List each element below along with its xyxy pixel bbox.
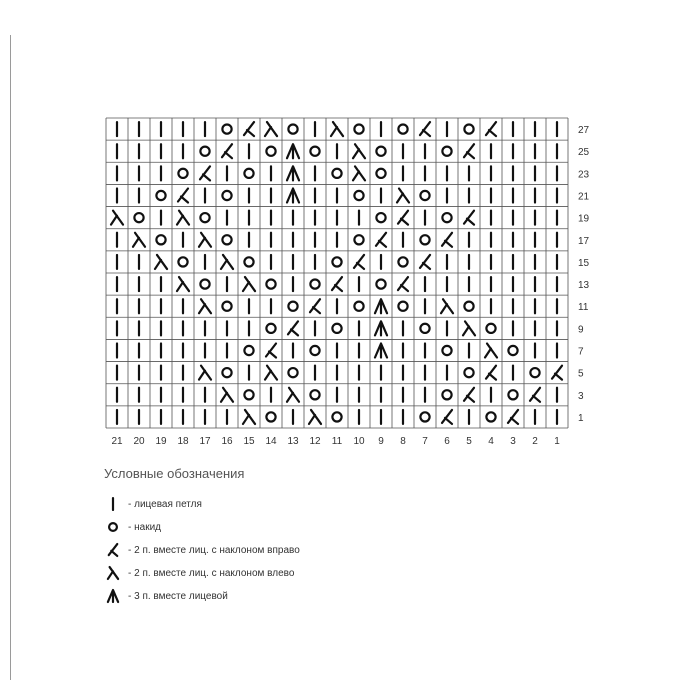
legend-item: [104, 585, 524, 607]
chart-cell: [177, 277, 189, 291]
chart-cell: [530, 368, 539, 377]
chart-cell: [376, 279, 385, 288]
chart-cell: [485, 344, 497, 358]
k2tog-left-icon: [104, 562, 126, 584]
chart-cell: [310, 147, 319, 156]
legend-item-text: - лицевая петля: [128, 498, 202, 510]
chart-cell: [442, 390, 451, 399]
chart-cell: [200, 279, 209, 288]
chart-cell: [353, 144, 365, 158]
chart-cell: [134, 213, 143, 222]
chart-cell: [199, 299, 211, 313]
chart-cell: [266, 147, 275, 156]
column-number-label: 3: [510, 436, 516, 447]
chart-cell: [310, 279, 319, 288]
chart-cell: [310, 346, 319, 355]
chart-cell: [266, 412, 275, 421]
column-number-label: 15: [243, 436, 255, 447]
chart-cell: [354, 191, 363, 200]
chart-cell: [420, 324, 429, 333]
column-number-label: 20: [133, 436, 145, 447]
chart-cell: [420, 412, 429, 421]
chart-cell: [376, 147, 385, 156]
chart-cell: [287, 189, 299, 203]
legend-title: Условные обозначения: [104, 466, 245, 481]
chart-cell: [244, 346, 253, 355]
chart-cell: [243, 410, 255, 424]
chart-cell: [376, 233, 386, 247]
chart-cell: [464, 211, 474, 225]
chart-cell: [420, 235, 429, 244]
knit-stitch-icon: [104, 493, 126, 515]
row-number-label: 17: [578, 235, 590, 247]
column-number-label: 1: [554, 436, 560, 447]
column-number-label: 10: [353, 436, 365, 447]
row-number-label: 9: [578, 324, 584, 336]
chart-cell: [222, 124, 231, 133]
row-number-label: 27: [578, 125, 590, 137]
yarn-over-icon: [104, 516, 126, 538]
chart-cell: [397, 189, 409, 203]
column-number-label: 14: [265, 436, 277, 447]
k2tog-right-icon: [104, 539, 126, 561]
chart-cell: [243, 277, 255, 291]
chart-cell: [420, 255, 430, 269]
chart-cell: [332, 169, 341, 178]
column-number-label: 16: [221, 436, 233, 447]
chart-cell: [222, 191, 231, 200]
chart-cell: [177, 211, 189, 225]
chart-cell: [221, 255, 233, 269]
column-number-label: 19: [155, 436, 167, 447]
chart-cell: [464, 368, 473, 377]
chart-cell: [222, 235, 231, 244]
column-number-label: 12: [309, 436, 321, 447]
chart-cell: [222, 144, 232, 158]
row-number-label: 19: [578, 213, 590, 225]
column-number-label: 2: [532, 436, 538, 447]
chart-cell: [111, 211, 123, 225]
chart-cell: [288, 124, 297, 133]
chart-cell: [464, 388, 474, 402]
chart-cell: [420, 122, 430, 136]
chart-cell: [375, 321, 387, 335]
chart-cell: [309, 410, 321, 424]
chart-cell: [530, 388, 540, 402]
chart-cell: [463, 321, 475, 335]
chart-cell: [442, 346, 451, 355]
chart-cell: [332, 324, 341, 333]
legend-item-text: - 2 п. вместе лиц. с наклоном влево: [128, 567, 295, 579]
chart-cell: [375, 344, 387, 358]
chart-cell: [244, 122, 254, 136]
chart-cell: [133, 233, 145, 247]
chart-cell: [398, 277, 408, 291]
chart-cell: [155, 255, 167, 269]
chart-cell: [486, 324, 495, 333]
chart-cell: [266, 344, 276, 358]
legend-item-text: - 2 п. вместе лиц. с наклоном вправо: [128, 544, 300, 556]
chart-cell: [376, 169, 385, 178]
chart-cell: [156, 191, 165, 200]
chart-cell: [441, 299, 453, 313]
row-number-label: 1: [578, 412, 584, 424]
legend-item: [104, 516, 524, 538]
legend-item: [104, 562, 524, 584]
legend-item-text: - накид: [128, 521, 161, 533]
chart-cell: [354, 124, 363, 133]
chart-cell: [464, 144, 474, 158]
chart-cell: [265, 122, 277, 136]
chart-cell: [375, 299, 387, 313]
legend-item-text: - 3 п. вместе лицевой: [128, 590, 228, 602]
row-number-label: 11: [578, 302, 589, 314]
chart-cell: [486, 412, 495, 421]
chart-cell: [331, 122, 343, 136]
chart-cell: [354, 235, 363, 244]
chart-cell: [266, 324, 275, 333]
column-number-label: 13: [287, 436, 299, 447]
legend: [104, 466, 524, 608]
chart-cell: [376, 213, 385, 222]
chart-cell: [200, 213, 209, 222]
chart-cell: [287, 166, 299, 180]
chart-cell: [244, 257, 253, 266]
chart-cell: [464, 124, 473, 133]
chart-cell: [398, 124, 407, 133]
chart-cell: [332, 277, 342, 291]
row-number-label: 7: [578, 346, 584, 358]
row-number-label: 23: [578, 169, 590, 181]
chart-cell: [508, 346, 517, 355]
chart-cell: [464, 302, 473, 311]
chart-cell: [508, 390, 517, 399]
row-number-label: 21: [578, 191, 590, 203]
chart-cell: [398, 257, 407, 266]
column-number-label: 11: [331, 436, 343, 447]
row-number-label: 3: [578, 390, 584, 402]
chart-cell: [353, 166, 365, 180]
chart-cell: [442, 213, 451, 222]
row-number-label: 5: [578, 368, 584, 380]
chart-cell: [178, 169, 187, 178]
chart-cell: [442, 233, 452, 247]
chart-cell: [265, 366, 277, 380]
chart-cell: [310, 299, 320, 313]
chart-cell: [288, 368, 297, 377]
column-number-label: 7: [422, 436, 428, 447]
chart-cell: [222, 302, 231, 311]
chart-cell: [178, 189, 188, 203]
legend-item: [104, 539, 524, 561]
legend-items: [104, 493, 524, 607]
chart-cell: [354, 255, 364, 269]
chart-cell: [310, 390, 319, 399]
chart-cell: [287, 144, 299, 158]
chart-cell: [200, 166, 210, 180]
chart-cell: [222, 368, 231, 377]
chart-cell: [244, 390, 253, 399]
row-number-label: 15: [578, 257, 590, 269]
chart-cell: [199, 366, 211, 380]
chart-cell: [332, 412, 341, 421]
column-number-label: 21: [111, 436, 123, 447]
column-number-label: 6: [444, 436, 450, 447]
chart-cell: [486, 366, 496, 380]
row-number-label: 25: [578, 147, 590, 159]
chart-cell: [221, 388, 233, 402]
row-number-label: 13: [578, 280, 590, 292]
chart-cell: [178, 257, 187, 266]
legend-item: [104, 493, 524, 515]
chart-cell: [244, 169, 253, 178]
chart-cell: [398, 302, 407, 311]
chart-cell: [288, 302, 297, 311]
chart-cell: [508, 410, 518, 424]
chart-grid: [106, 118, 568, 428]
chart-cell: [354, 302, 363, 311]
column-number-label: 8: [400, 436, 406, 447]
column-number-label: 5: [466, 436, 472, 447]
chart-cell: [288, 321, 298, 335]
chart-cell: [486, 122, 496, 136]
column-number-label: 9: [378, 436, 384, 447]
chart-cell: [420, 191, 429, 200]
chart-cell: [200, 147, 209, 156]
k3tog-icon: [104, 585, 126, 607]
chart-cell: [398, 211, 408, 225]
chart-cell: [287, 388, 299, 402]
column-number-label: 4: [488, 436, 494, 447]
chart-cell: [332, 257, 341, 266]
chart-cell: [156, 235, 165, 244]
chart-cell: [442, 147, 451, 156]
chart-cell: [266, 279, 275, 288]
chart-cell: [552, 366, 562, 380]
chart-cell: [199, 233, 211, 247]
chart-cell: [442, 410, 452, 424]
column-number-label: 17: [199, 436, 211, 447]
column-number-label: 18: [177, 436, 189, 447]
